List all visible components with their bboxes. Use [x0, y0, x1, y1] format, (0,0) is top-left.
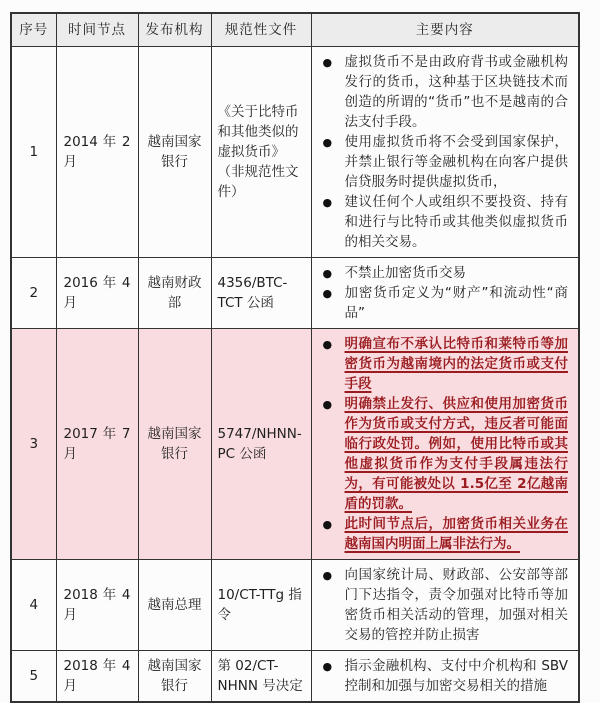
bullet-text: 明确宣布不承认比特币和莱特币等加密货币为越南境内的法定货币或支付手段 — [344, 335, 568, 392]
bullet-item — [312, 565, 575, 645]
bullet-icon: ● — [322, 397, 333, 411]
bullet-icon: ● — [322, 135, 333, 149]
bullet-item — [312, 514, 575, 554]
cell-seq: 1 — [11, 46, 56, 257]
cell-main-content — [311, 328, 579, 559]
bullet-item — [312, 394, 575, 514]
cell-document: 10/CT-TTg 指令 — [211, 559, 311, 650]
bullet-item — [312, 334, 575, 394]
cell-agency: 越南财政部 — [138, 257, 211, 328]
table-row — [11, 257, 579, 328]
bullet-icon: ● — [322, 568, 333, 582]
cell-main-content — [311, 650, 579, 702]
cell-agency: 越南总理 — [138, 559, 211, 650]
bullet-item — [312, 52, 575, 132]
bullet-icon: ● — [322, 337, 333, 351]
table-row — [11, 328, 579, 559]
bullet-text: 明确禁止发行、供应和使用加密货币作为货币或支付方式，违反者可能面临行政处罚。例如，使用比特币或其他虚拟货币作为支付手段属违法行为，有可能被处以 1.5亿至 2亿越南盾的罚款。 — [344, 395, 568, 512]
bullet-text: 虚拟货币不是由政府背书或金融机构发行的货币，这种基于区块链技术而创造的所谓的“货币”也不是越南的合法支付手段。 — [344, 53, 568, 130]
bullet-icon: ● — [322, 195, 333, 209]
cell-document: 4356/BTC-TCT 公函 — [211, 257, 311, 328]
cell-seq: 4 — [11, 559, 56, 650]
table-row — [11, 650, 579, 702]
bullet-icon: ● — [322, 517, 333, 531]
bullet-item — [312, 132, 575, 192]
bullet-item — [312, 192, 575, 252]
bullet-icon: ● — [322, 55, 333, 69]
table-row — [11, 559, 579, 650]
header-document: 规范性文件 — [211, 13, 311, 46]
cell-seq: 5 — [11, 650, 56, 702]
cell-document: 第 02/CT-NHNN 号决定 — [211, 650, 311, 702]
cell-seq: 3 — [11, 328, 56, 559]
bullet-text: 加密货币定义为“财产”和流动性“商品” — [344, 284, 568, 321]
bullet-icon: ● — [322, 659, 333, 673]
cell-agency: 越南国家银行 — [138, 650, 211, 702]
bullet-text: 使用虚拟货币将不会受到国家保护，并禁止银行等金融机构在向客户提供信贷服务时提供虚拟货币， — [344, 133, 568, 190]
bullet-item — [312, 263, 575, 283]
table-header-row — [11, 13, 579, 46]
bullet-text: 指示金融机构、支付中介机构和 SBV 控制和加强与加密交易相关的措施 — [344, 657, 568, 694]
bullet-item — [312, 656, 575, 696]
bullet-item — [312, 283, 575, 323]
cell-main-content — [311, 46, 579, 257]
bullet-icon: ● — [322, 266, 333, 280]
table-body — [11, 46, 579, 702]
regulation-table-container — [10, 12, 580, 703]
table-row — [11, 46, 579, 257]
cell-time: 2016 年 4 月 — [56, 257, 138, 328]
header-seq: 序号 — [11, 13, 56, 46]
cell-time: 2018 年 4 月 — [56, 650, 138, 702]
cell-time: 2017 年 7 月 — [56, 328, 138, 559]
bullet-icon: ● — [322, 286, 333, 300]
bullet-text: 建议任何个人或组织不要投资、持有和进行与比特币或其他类似虚拟货币的相关交易。 — [344, 193, 568, 250]
cell-document: 5747/NHNN-PC 公函 — [211, 328, 311, 559]
cell-time: 2018 年 4 月 — [56, 559, 138, 650]
cell-agency: 越南国家银行 — [138, 328, 211, 559]
header-agency: 发布机构 — [138, 13, 211, 46]
bullet-text: 此时间节点后，加密货币相关业务在越南国内明面上属非法行为。 — [344, 515, 568, 552]
header-main-content: 主要内容 — [311, 13, 579, 46]
bullet-text: 向国家统计局、财政部、公安部等部门下达指令，责令加强对比特币等加密货币相关活动的管理，加强对相关交易的管控并防止损害 — [344, 566, 568, 643]
regulation-table — [10, 12, 580, 703]
cell-agency: 越南国家银行 — [138, 46, 211, 257]
cell-main-content — [311, 559, 579, 650]
bullet-text: 不禁止加密货币交易 — [344, 264, 466, 281]
cell-document: 《关于比特币和其他类似的虚拟货币》（非规范性文件） — [211, 46, 311, 257]
header-time: 时间节点 — [56, 13, 138, 46]
cell-time: 2014 年 2 月 — [56, 46, 138, 257]
cell-main-content — [311, 257, 579, 328]
cell-seq: 2 — [11, 257, 56, 328]
